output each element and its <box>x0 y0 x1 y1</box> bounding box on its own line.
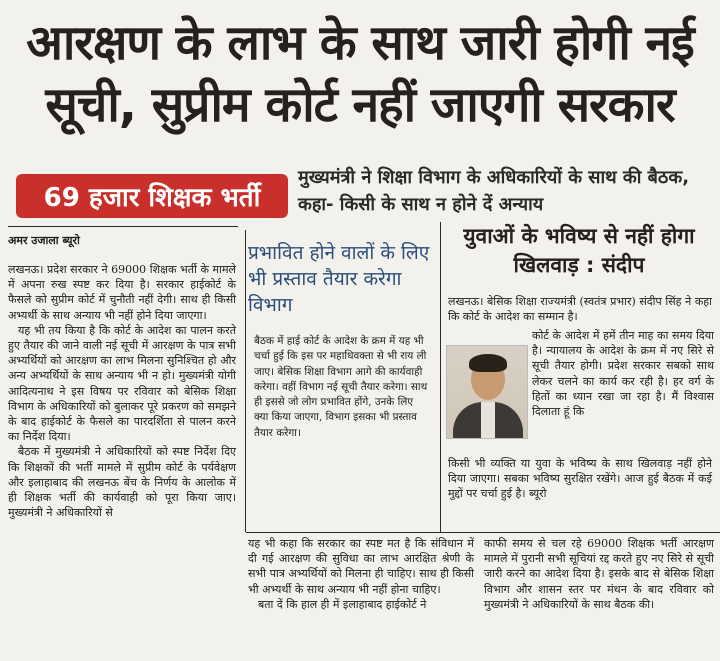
paragraph: यह भी कहा कि सरकार का स्पष्ट मत है कि संविधान में दी गई आरक्षण की सुविधा का लाभ आरक्षित श्रेणी के सभी पात्र अभ्यर्थियों को मिलना ही चाहिए। साथ ही किसी भी अभ्यर्थी के साथ अन्याय भी नहीं होना चाहिए। <box>248 537 474 596</box>
box-text: बैठक में हाई कोर्ट के आदेश के क्रम में यह भी चर्चा हुई कि इस पर महाधिवक्ता से भी राय ली जाए। बेसिक शिक्षा विभाग आगे की कार्यवाही करेगा। वहीं विभाग नई सूची तैयार करेगा। साथ ही इससे जो लोग प्रभावित होंगे, उनके लिए क्या किया जाएगा, विभाग इसका भी प्रस्ताव तैयार करेगा। <box>254 335 428 439</box>
right-story-after-photo: किसी भी व्यक्ति या युवा के भविष्य के साथ खिलवाड़ नहीं होने दिया जाएगा। सबका भविष्य सुरक्षित रखेंगे। आज हुई बैठक में कई मुद्दों पर चर्चा हुई है। ब्यूरो <box>448 457 712 501</box>
box-heading: प्रभावित होने वालों के लिए भी प्रस्ताव तैयार करेगा विभाग <box>248 242 430 316</box>
subheadline: मुख्यमंत्री ने शिक्षा विभाग के अधिकारियों के साथ की बैठक, कहा- किसी के साथ न होने दें अन्याय <box>298 167 690 215</box>
paragraph: बता दें कि हाल ही में इलाहाबाद हाईकोर्ट ने <box>258 597 427 611</box>
divider <box>8 226 238 227</box>
paragraph: बैठक में मुख्यमंत्री ने अधिकारियों को स्पष्ट निर्देश दिए कि शिक्षकों की भर्ती मामले में सुप्रीम कोर्ट के पर्यवेक्षण और इलाहाबाद की लखनऊ बेंच के निर्णय के आलोक में ही शिक्षक भर्ती की कार्यवाही को पूरा किया जाए। मुख्यमंत्री ने अधिकारियों से <box>8 445 236 520</box>
right-story-beside-photo: कोर्ट के आदेश में हमें तीन माह का समय दिया है। न्यायालय के आदेश के क्रम में नए सिरे से सूची तैयार होगी। प्रदेश सरकार सबको साथ लेकर चलने का कार्य कर रही है। हर वर्ग के हितों का ध्यान रखा जा रहा है। मैं विश्वास दिलाता हूं कि <box>532 329 714 419</box>
headline-line-1: आरक्षण के लाभ के साथ जारी होगी नई <box>26 15 694 71</box>
cropped-top-strip <box>0 0 720 10</box>
column-divider <box>440 222 441 532</box>
divider <box>246 532 720 533</box>
headline <box>0 12 720 136</box>
right-column: काफी समय से चल रहे 69000 शिक्षक भर्ती आरक्षण मामले में पुरानी सभी सूचियां रद्द करते हुए नए सिरे से सूची जारी करने का आदेश दिया है। इसके बाद से बेसिक शिक्षा विभाग और शासन स्तर पर मंथन के बाद रविवार को मुख्यमंत्री ने अधिकारियों के साथ बैठक की। <box>484 537 714 611</box>
paragraph: यह भी तय किया है कि कोर्ट के आदेश का पालन करते हुए तैयार की जाने वाली नई सूची में आरक्षण के पात्र सभी अभ्यर्थियों को आरक्षण का लाभ मिलना सुनिश्चित हो और अन्य अभ्यर्थियों के साथ अन्याय भी न हो। मुख्यमंत्री योगी आदित्यनाथ ने इस विषय पर रविवार को बेसिक शिक्षा विभाग के अधिकारियों को बुलाकर पूरे प्रकरण को समझने के बाद हाईकोर्ट के फैसले का पारदर्शिता से पालन करने का निर्देश दिया। <box>8 323 236 444</box>
right-story-heading: युवाओं के भविष्य से नहीं होगा खिलवाड़ : संदीप <box>463 224 695 277</box>
section-badge: 69 हजार शिक्षक भर्ती <box>16 174 288 218</box>
portrait-photo <box>446 345 528 439</box>
byline: अमर उजाला ब्यूरो <box>8 234 80 247</box>
headline-line-2: सूची, सुप्रीम कोर्ट नहीं जाएगी सरकार <box>45 77 675 133</box>
left-column <box>8 262 236 520</box>
paragraph: लखनऊ। प्रदेश सरकार ने 69000 शिक्षक भर्ती के मामले में अपना रुख स्पष्ट कर दिया है। सरकार हाईकोर्ट के फैसले को सुप्रीम कोर्ट में चुनौती नहीं देगी। साथ ही किसी अभ्यर्थी के साथ अन्याय भी नहीं होने दिया जाएगा। <box>8 263 236 322</box>
column-divider <box>245 230 246 532</box>
middle-column <box>248 536 474 612</box>
right-story-intro: लखनऊ। बेसिक शिक्षा राज्यमंत्री (स्वतंत्र प्रभार) संदीप सिंह ने कहा कि कोर्ट के आदेश का सम्मान है। <box>448 295 712 324</box>
